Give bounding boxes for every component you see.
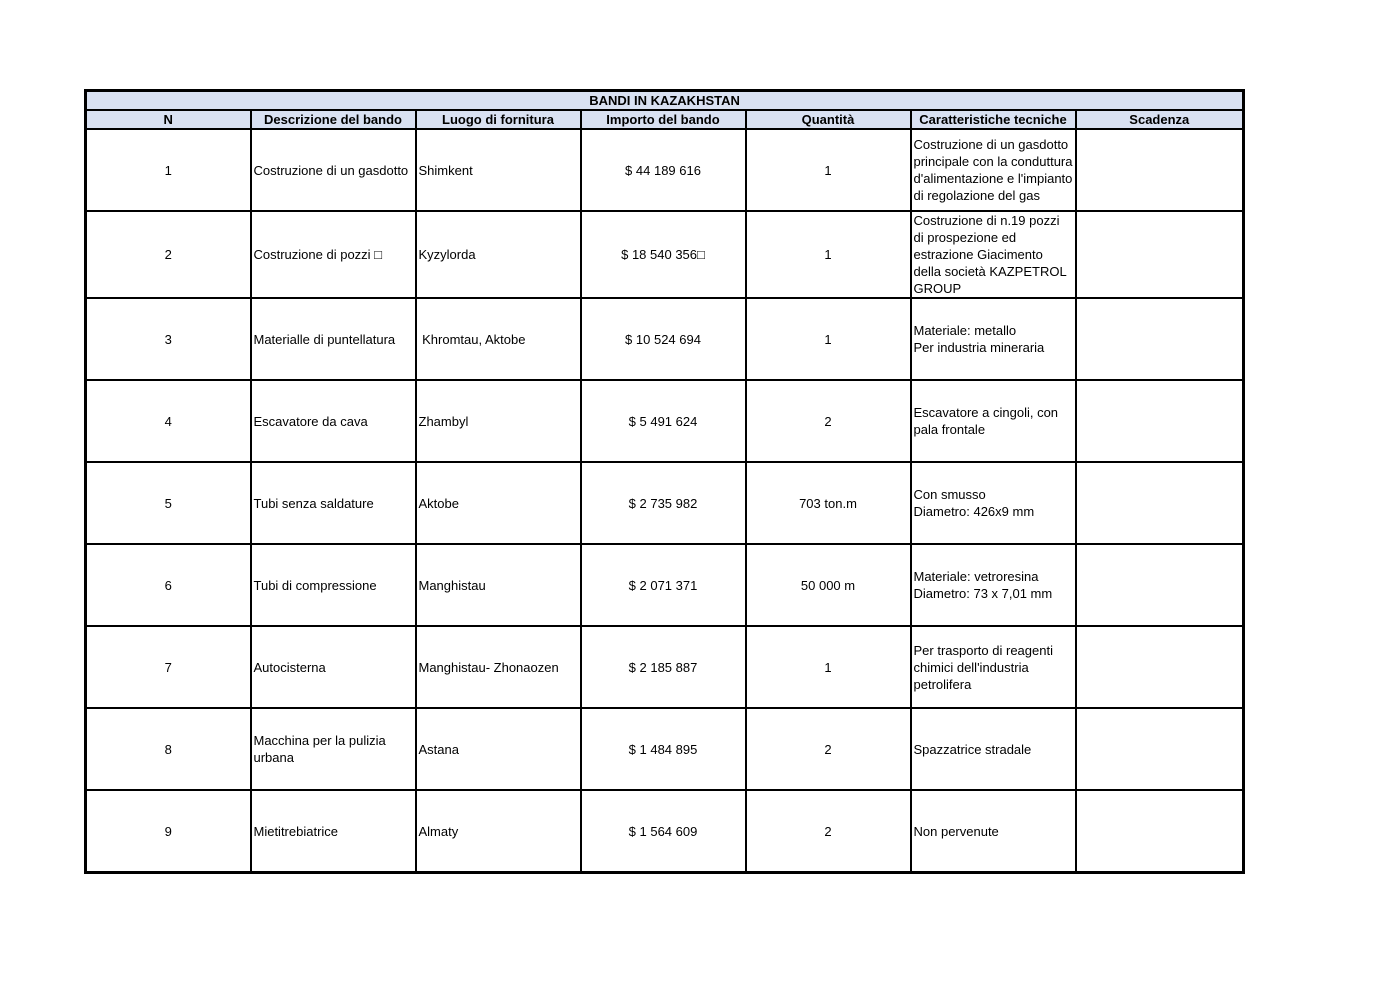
table-row: [86, 462, 1244, 544]
cell-caratteristiche: Con smusso Diametro: 426x9 mm: [911, 462, 1076, 544]
cell-caratteristiche: Per trasporto di reagenti chimici dell'industria petrolifera: [911, 626, 1076, 708]
cell-descrizione: Tubi senza saldature: [251, 462, 416, 544]
cell-descrizione: Macchina per la pulizia urbana: [251, 708, 416, 790]
table-row: [86, 790, 1244, 873]
cell-quantita: 1: [746, 211, 911, 298]
table-row: [86, 544, 1244, 626]
cell-luogo: Astana: [416, 708, 581, 790]
header-scadenza: Scadenza: [1076, 110, 1244, 129]
header-quantita: Quantità: [746, 110, 911, 129]
cell-quantita: 2: [746, 708, 911, 790]
cell-n: 9: [86, 790, 251, 873]
cell-descrizione: Costruzione di pozzi □: [251, 211, 416, 298]
cell-descrizione: Costruzione di un gasdotto: [251, 129, 416, 211]
header-descrizione: Descrizione del bando: [251, 110, 416, 129]
cell-caratteristiche: Escavatore a cingoli, con pala frontale: [911, 380, 1076, 462]
table-title: BANDI IN KAZAKHSTAN: [86, 91, 1244, 111]
cell-descrizione: Escavatore da cava: [251, 380, 416, 462]
cell-quantita: 2: [746, 380, 911, 462]
cell-caratteristiche: Costruzione di n.19 pozzi di prospezione ed estrazione Giacimento della società KAZPETROL GROUP: [911, 211, 1076, 298]
cell-scadenza: [1076, 129, 1244, 211]
cell-quantita: 2: [746, 790, 911, 873]
cell-importo: $ 10 524 694: [581, 298, 746, 380]
cell-n: 8: [86, 708, 251, 790]
cell-descrizione: Materialle di puntellatura: [251, 298, 416, 380]
table-row: [86, 626, 1244, 708]
cell-scadenza: [1076, 380, 1244, 462]
cell-quantita: 1: [746, 298, 911, 380]
cell-luogo: Manghistau: [416, 544, 581, 626]
table-header-row: [86, 110, 1244, 129]
table-row: [86, 298, 1244, 380]
cell-importo: $ 1 484 895: [581, 708, 746, 790]
cell-scadenza: [1076, 790, 1244, 873]
cell-caratteristiche: Materiale: vetroresina Diametro: 73 x 7,01 mm: [911, 544, 1076, 626]
cell-luogo: Kyzylorda: [416, 211, 581, 298]
cell-quantita: 1: [746, 129, 911, 211]
table-row: [86, 380, 1244, 462]
cell-importo: $ 2 735 982: [581, 462, 746, 544]
header-importo: Importo del bando: [581, 110, 746, 129]
cell-descrizione: Mietitrebiatrice: [251, 790, 416, 873]
cell-descrizione: Tubi di compressione: [251, 544, 416, 626]
cell-scadenza: [1076, 298, 1244, 380]
cell-scadenza: [1076, 708, 1244, 790]
cell-scadenza: [1076, 544, 1244, 626]
cell-n: 6: [86, 544, 251, 626]
cell-n: 1: [86, 129, 251, 211]
cell-importo: $ 2 185 887: [581, 626, 746, 708]
cell-importo: $ 5 491 624: [581, 380, 746, 462]
cell-scadenza: [1076, 462, 1244, 544]
cell-luogo: Shimkent: [416, 129, 581, 211]
cell-luogo: Zhambyl: [416, 380, 581, 462]
cell-n: 4: [86, 380, 251, 462]
cell-quantita: 50 000 m: [746, 544, 911, 626]
cell-quantita: 1: [746, 626, 911, 708]
cell-importo: $ 2 071 371: [581, 544, 746, 626]
cell-descrizione: Autocisterna: [251, 626, 416, 708]
cell-n: 5: [86, 462, 251, 544]
cell-n: 2: [86, 211, 251, 298]
cell-importo: $ 1 564 609: [581, 790, 746, 873]
table-row: [86, 708, 1244, 790]
cell-luogo: Almaty: [416, 790, 581, 873]
table-title-row: [86, 91, 1244, 111]
cell-luogo: Aktobe: [416, 462, 581, 544]
cell-caratteristiche: Non pervenute: [911, 790, 1076, 873]
table-row: [86, 211, 1244, 298]
cell-luogo: Khromtau, Aktobe: [416, 298, 581, 380]
cell-n: 3: [86, 298, 251, 380]
header-n: N: [86, 110, 251, 129]
header-luogo: Luogo di fornitura: [416, 110, 581, 129]
cell-luogo: Manghistau- Zhonaozen: [416, 626, 581, 708]
table-row: [86, 129, 1244, 211]
cell-scadenza: [1076, 211, 1244, 298]
header-caratteristiche: Caratteristiche tecniche: [911, 110, 1076, 129]
cell-n: 7: [86, 626, 251, 708]
cell-quantita: 703 ton.m: [746, 462, 911, 544]
bandi-table: [84, 89, 1245, 874]
cell-caratteristiche: Spazzatrice stradale: [911, 708, 1076, 790]
cell-scadenza: [1076, 626, 1244, 708]
cell-caratteristiche: Materiale: metallo Per industria mineraria: [911, 298, 1076, 380]
cell-importo: $ 18 540 356□: [581, 211, 746, 298]
cell-caratteristiche: Costruzione di un gasdotto principale con la conduttura d'alimentazione e l'impianto di regolazione del gas: [911, 129, 1076, 211]
cell-importo: $ 44 189 616: [581, 129, 746, 211]
